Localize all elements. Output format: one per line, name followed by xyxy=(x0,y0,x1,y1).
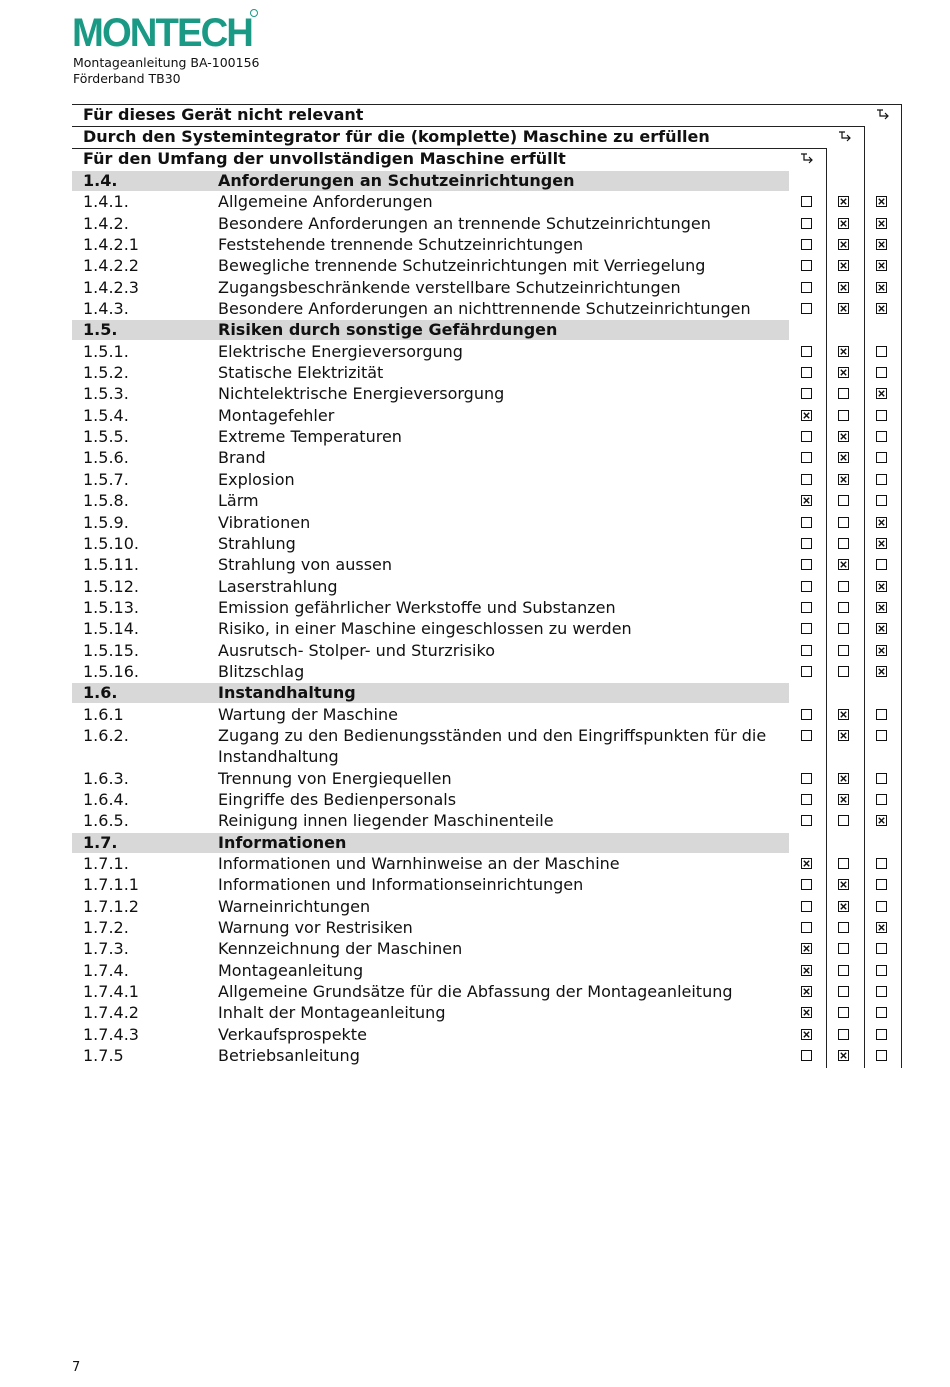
checkbox-checked[interactable] xyxy=(876,303,887,314)
checkbox-checked[interactable] xyxy=(876,388,887,399)
clause-number: 1.7.4.1 xyxy=(83,982,139,1002)
clause-title: Risiken durch sonstige Gefährdungen xyxy=(218,320,558,340)
table-row xyxy=(0,213,950,234)
clause-title: Emission gefährlicher Werkstoffe und Substanzen xyxy=(218,597,616,617)
checkbox-checked[interactable] xyxy=(801,1029,812,1040)
checkbox-unchecked[interactable] xyxy=(876,901,887,912)
checkbox-unchecked[interactable] xyxy=(801,879,812,890)
clause-title: Betriebsanleitung xyxy=(218,1046,360,1066)
clause-title: Besondere Anforderungen an trennende Schutzeinrichtungen xyxy=(218,213,711,233)
hook-arrow-icon xyxy=(799,152,815,166)
section-row xyxy=(0,832,950,853)
clause-title: Strahlung von aussen xyxy=(218,555,393,575)
clause-title: Informationen und Warnhinweise an der Maschine xyxy=(218,854,620,873)
clause-number: 1.5.3. xyxy=(83,384,129,404)
checkbox-checked[interactable] xyxy=(876,538,887,549)
clause-title: Extreme Temperaturen xyxy=(218,427,402,447)
document-title: Montageanleitung BA-100156 xyxy=(73,55,260,70)
clause-title: Feststehende trennende Schutzeinrichtungen xyxy=(218,235,584,255)
checkbox-checked[interactable] xyxy=(876,239,887,250)
checkbox-checked[interactable] xyxy=(838,303,849,314)
checkbox-unchecked[interactable] xyxy=(801,559,812,570)
clause-title: Verkaufsprospekte xyxy=(218,1024,367,1044)
checkbox-checked[interactable] xyxy=(876,922,887,933)
checkbox-unchecked[interactable] xyxy=(876,474,887,485)
clause-number: 1.5.16. xyxy=(83,661,139,681)
page-number: 7 xyxy=(72,1360,81,1375)
checkbox-checked[interactable] xyxy=(838,260,849,271)
table-row xyxy=(0,597,950,618)
checkbox-checked[interactable] xyxy=(801,410,812,421)
clause-number: 1.5.5. xyxy=(83,427,129,447)
clause-number: 1.5.1. xyxy=(83,341,129,361)
section-row xyxy=(0,170,950,191)
checkbox-checked[interactable] xyxy=(838,709,849,720)
clause-number: 1.4.2.2 xyxy=(83,256,139,276)
clause-title: Warneinrichtungen xyxy=(218,896,371,916)
clause-title: Statische Elektrizität xyxy=(218,363,384,383)
checkbox-unchecked[interactable] xyxy=(876,1007,887,1018)
checkbox-unchecked[interactable] xyxy=(801,452,812,463)
clause-title: Anforderungen an Schutzeinrichtungen xyxy=(218,171,575,190)
checkbox-checked[interactable] xyxy=(838,474,849,485)
clause-number: 1.5.13. xyxy=(83,597,139,617)
table-row xyxy=(0,426,950,447)
clause-number: 1.7.4. xyxy=(83,960,129,980)
table-row xyxy=(0,874,950,895)
checkbox-unchecked[interactable] xyxy=(876,879,887,890)
clause-title: Wartung der Maschine xyxy=(218,704,398,724)
checkbox-checked[interactable] xyxy=(838,1050,849,1061)
clause-number: 1.7.1. xyxy=(83,854,129,873)
table-row xyxy=(0,512,950,533)
checkbox-unchecked[interactable] xyxy=(801,303,812,314)
clause-number: 1.5.6. xyxy=(83,448,129,468)
clause-title: Ausrutsch- Stolper- und Sturzrisiko xyxy=(218,640,495,660)
clause-number: 1.7.2. xyxy=(83,918,129,938)
clause-number: 1.5.4. xyxy=(83,405,129,425)
checkbox-unchecked[interactable] xyxy=(801,794,812,805)
clause-number: 1.5.10. xyxy=(83,533,139,553)
checkbox-checked[interactable] xyxy=(838,196,849,207)
checkbox-unchecked[interactable] xyxy=(876,346,887,357)
checkbox-unchecked[interactable] xyxy=(876,794,887,805)
checkbox-unchecked[interactable] xyxy=(876,709,887,720)
checkbox-checked[interactable] xyxy=(838,431,849,442)
clause-number: 1.7.4.3 xyxy=(83,1024,139,1044)
table-row xyxy=(0,981,950,1002)
clause-title: Reinigung innen liegender Maschinenteile xyxy=(218,811,554,831)
checkbox-checked[interactable] xyxy=(876,666,887,677)
checkbox-checked[interactable] xyxy=(838,730,849,741)
checkbox-unchecked[interactable] xyxy=(838,645,849,656)
checkbox-checked[interactable] xyxy=(801,986,812,997)
checkbox-checked[interactable] xyxy=(876,260,887,271)
clause-title: Informationen xyxy=(218,832,347,852)
clause-title: Bewegliche trennende Schutzeinrichtungen mit Verriegelung xyxy=(218,256,706,276)
clause-number: 1.6.4. xyxy=(83,789,129,809)
clause-number: 1.7.4.2 xyxy=(83,1003,139,1023)
clause-number: 1.4.2.3 xyxy=(83,277,139,297)
clause-number: 1.6.2. xyxy=(83,725,129,745)
checkbox-unchecked[interactable] xyxy=(801,474,812,485)
clause-number: 1.6.1 xyxy=(83,704,124,724)
clause-title: Allgemeine Grundsätze für die Abfassung der Montageanleitung xyxy=(218,982,733,1002)
checkbox-checked[interactable] xyxy=(876,282,887,293)
table-row xyxy=(0,362,950,383)
table-row xyxy=(0,405,950,426)
table-row xyxy=(0,533,950,554)
checkbox-unchecked[interactable] xyxy=(876,858,887,869)
table-row xyxy=(0,725,950,768)
document-subtitle: Förderband TB30 xyxy=(73,71,181,86)
table-row xyxy=(0,938,950,959)
clause-title: Laserstrahlung xyxy=(218,576,338,596)
table-row xyxy=(0,277,950,298)
section-row xyxy=(0,682,950,703)
table-row xyxy=(0,768,950,789)
checkbox-unchecked[interactable] xyxy=(838,965,849,976)
clause-number: 1.7.1.1 xyxy=(83,875,139,895)
table-row xyxy=(0,490,950,511)
checkbox-checked[interactable] xyxy=(838,282,849,293)
checkbox-checked[interactable] xyxy=(876,517,887,528)
checkbox-unchecked[interactable] xyxy=(838,517,849,528)
table-row xyxy=(0,640,950,661)
table-row xyxy=(0,576,950,597)
hook-arrow-icon xyxy=(875,108,891,122)
clause-number: 1.4.2. xyxy=(83,213,129,233)
checkbox-unchecked[interactable] xyxy=(838,388,849,399)
clause-title: Strahlung xyxy=(218,533,296,553)
checkbox-unchecked[interactable] xyxy=(838,943,849,954)
table-row xyxy=(0,341,950,362)
checkbox-unchecked[interactable] xyxy=(801,1050,812,1061)
clause-number: 1.7.3. xyxy=(83,939,129,959)
clause-title: Nichtelektrische Energieversorgung xyxy=(218,384,505,404)
checkbox-unchecked[interactable] xyxy=(876,431,887,442)
checkbox-unchecked[interactable] xyxy=(801,730,812,741)
checkbox-unchecked[interactable] xyxy=(801,538,812,549)
checkbox-unchecked[interactable] xyxy=(838,602,849,613)
checkbox-checked[interactable] xyxy=(801,495,812,506)
table-row xyxy=(0,255,950,276)
clause-title: Instandhaltung xyxy=(218,683,356,703)
checkbox-unchecked[interactable] xyxy=(801,901,812,912)
checkbox-unchecked[interactable] xyxy=(801,346,812,357)
clause-number: 1.6.5. xyxy=(83,811,129,831)
legend-system-integrator: Durch den Systemintegrator für die (komplette) Maschine zu erfüllen xyxy=(83,127,710,146)
checkbox-unchecked[interactable] xyxy=(838,538,849,549)
table-row xyxy=(0,447,950,468)
checkbox-unchecked[interactable] xyxy=(838,495,849,506)
requirements-table xyxy=(0,170,950,1066)
table-row xyxy=(0,789,950,810)
checkbox-checked[interactable] xyxy=(838,901,849,912)
checkbox-unchecked[interactable] xyxy=(801,260,812,271)
table-row xyxy=(0,917,950,938)
checkbox-unchecked[interactable] xyxy=(838,1029,849,1040)
checkbox-checked[interactable] xyxy=(838,218,849,229)
table-row xyxy=(0,383,950,404)
hook-arrow-icon xyxy=(837,130,853,144)
checkbox-checked[interactable] xyxy=(801,965,812,976)
checkbox-checked[interactable] xyxy=(838,239,849,250)
clause-title: Blitzschlag xyxy=(218,661,305,681)
checkbox-unchecked[interactable] xyxy=(801,581,812,592)
checkbox-unchecked[interactable] xyxy=(876,965,887,976)
clause-number: 1.4. xyxy=(83,171,118,190)
checkbox-checked[interactable] xyxy=(838,879,849,890)
clause-number: 1.7.5 xyxy=(83,1046,124,1066)
checkbox-unchecked[interactable] xyxy=(801,602,812,613)
checkbox-unchecked[interactable] xyxy=(838,858,849,869)
clause-number: 1.5.15. xyxy=(83,640,139,660)
clause-number: 1.5. xyxy=(83,320,118,340)
checkbox-unchecked[interactable] xyxy=(838,815,849,826)
table-row xyxy=(0,1002,950,1023)
clause-number: 1.5.12. xyxy=(83,576,139,596)
table-row xyxy=(0,298,950,319)
table-row xyxy=(0,853,950,874)
clause-title: Risiko, in einer Maschine eingeschlossen zu werden xyxy=(218,619,632,639)
checkbox-checked[interactable] xyxy=(876,602,887,613)
checkbox-unchecked[interactable] xyxy=(838,581,849,592)
checkbox-checked[interactable] xyxy=(838,367,849,378)
clause-number: 1.7. xyxy=(83,832,118,852)
checkbox-unchecked[interactable] xyxy=(801,815,812,826)
checkbox-unchecked[interactable] xyxy=(876,495,887,506)
checkbox-unchecked[interactable] xyxy=(801,196,812,207)
montech-logo xyxy=(72,8,262,58)
clause-number: 1.5.14. xyxy=(83,619,139,639)
checkbox-unchecked[interactable] xyxy=(876,773,887,784)
clause-title: Allgemeine Anforderungen xyxy=(218,192,433,212)
table-row xyxy=(0,661,950,682)
checkbox-unchecked[interactable] xyxy=(838,1007,849,1018)
checkbox-unchecked[interactable] xyxy=(838,666,849,677)
section-row xyxy=(0,319,950,340)
checkbox-unchecked[interactable] xyxy=(876,1029,887,1040)
checkbox-checked[interactable] xyxy=(801,858,812,869)
checkbox-unchecked[interactable] xyxy=(801,367,812,378)
checkbox-unchecked[interactable] xyxy=(801,645,812,656)
checkbox-checked[interactable] xyxy=(838,559,849,570)
table-row xyxy=(0,1024,950,1045)
clause-title: Eingriffe des Bedienpersonals xyxy=(218,789,457,809)
table-row xyxy=(0,960,950,981)
clause-title: Montageanleitung xyxy=(218,960,364,980)
legend-fulfilled: Für den Umfang der unvollständigen Maschine erfüllt xyxy=(83,149,566,168)
table-row xyxy=(0,704,950,725)
table-row xyxy=(0,896,950,917)
clause-number: 1.6. xyxy=(83,683,118,703)
clause-title: Vibrationen xyxy=(218,512,311,532)
clause-title: Informationen und Informationseinrichtungen xyxy=(218,875,584,895)
checkbox-checked[interactable] xyxy=(876,581,887,592)
table-row xyxy=(0,191,950,212)
checkbox-unchecked[interactable] xyxy=(801,239,812,250)
checkbox-checked[interactable] xyxy=(801,943,812,954)
clause-title: Warnung vor Restrisiken xyxy=(218,918,413,938)
checkbox-checked[interactable] xyxy=(876,623,887,634)
table-row xyxy=(0,810,950,831)
checkbox-unchecked[interactable] xyxy=(801,709,812,720)
checkbox-checked[interactable] xyxy=(876,645,887,656)
checkbox-checked[interactable] xyxy=(838,773,849,784)
checkbox-unchecked[interactable] xyxy=(801,218,812,229)
checkbox-unchecked[interactable] xyxy=(876,730,887,741)
checkbox-unchecked[interactable] xyxy=(801,773,812,784)
clause-number: 1.6.3. xyxy=(83,768,129,788)
checkbox-unchecked[interactable] xyxy=(876,410,887,421)
clause-title: Brand xyxy=(218,448,266,468)
clause-number: 1.5.11. xyxy=(83,555,139,575)
checkbox-unchecked[interactable] xyxy=(876,1050,887,1061)
clause-number: 1.5.2. xyxy=(83,363,129,383)
checkbox-unchecked[interactable] xyxy=(801,666,812,677)
checkbox-checked[interactable] xyxy=(801,1007,812,1018)
clause-title: Elektrische Energieversorgung xyxy=(218,341,463,361)
checkbox-checked[interactable] xyxy=(876,218,887,229)
clause-number: 1.5.7. xyxy=(83,469,129,489)
checkbox-unchecked[interactable] xyxy=(876,986,887,997)
table-row xyxy=(0,234,950,255)
checkbox-unchecked[interactable] xyxy=(801,922,812,933)
checkbox-unchecked[interactable] xyxy=(876,452,887,463)
legend-not-relevant: Für dieses Gerät nicht relevant xyxy=(83,105,364,124)
checkbox-checked[interactable] xyxy=(876,815,887,826)
clause-number: 1.4.2.1 xyxy=(83,235,139,255)
table-row xyxy=(0,1045,950,1066)
checkbox-unchecked[interactable] xyxy=(801,388,812,399)
checkbox-unchecked[interactable] xyxy=(801,431,812,442)
clause-number: 1.5.9. xyxy=(83,512,129,532)
svg-text:MONTECH: MONTECH xyxy=(72,11,253,55)
checkbox-unchecked[interactable] xyxy=(876,943,887,954)
clause-title: Besondere Anforderungen an nichttrennende Schutzeinrichtungen xyxy=(218,299,751,319)
clause-title: Zugangsbeschränkende verstellbare Schutzeinrichtungen xyxy=(218,277,681,297)
clause-title: Montagefehler xyxy=(218,405,335,425)
clause-title: Explosion xyxy=(218,469,295,489)
clause-number: 1.5.8. xyxy=(83,491,129,511)
checkbox-unchecked[interactable] xyxy=(838,623,849,634)
clause-title: Lärm xyxy=(218,491,259,511)
checkbox-unchecked[interactable] xyxy=(801,282,812,293)
checkbox-unchecked[interactable] xyxy=(876,559,887,570)
checkbox-unchecked[interactable] xyxy=(838,922,849,933)
clause-number: 1.7.1.2 xyxy=(83,896,139,916)
checkbox-unchecked[interactable] xyxy=(838,986,849,997)
table-row xyxy=(0,554,950,575)
clause-title: Kennzeichnung der Maschinen xyxy=(218,939,463,959)
checkbox-unchecked[interactable] xyxy=(801,623,812,634)
checkbox-unchecked[interactable] xyxy=(801,517,812,528)
clause-number: 1.4.3. xyxy=(83,299,129,319)
checkbox-checked[interactable] xyxy=(838,346,849,357)
clause-title: Trennung von Energiequellen xyxy=(218,768,452,788)
checkbox-checked[interactable] xyxy=(838,794,849,805)
table-row xyxy=(0,469,950,490)
checkbox-unchecked[interactable] xyxy=(876,367,887,378)
clause-title: Zugang zu den Bedienungsständen und den Eingriffspunkten für die Instandhaltung xyxy=(218,725,767,767)
table-row xyxy=(0,618,950,639)
clause-title: Inhalt der Montageanleitung xyxy=(218,1003,446,1023)
checkbox-checked[interactable] xyxy=(876,196,887,207)
clause-number: 1.4.1. xyxy=(83,192,129,212)
checkbox-unchecked[interactable] xyxy=(838,410,849,421)
checkbox-checked[interactable] xyxy=(838,452,849,463)
